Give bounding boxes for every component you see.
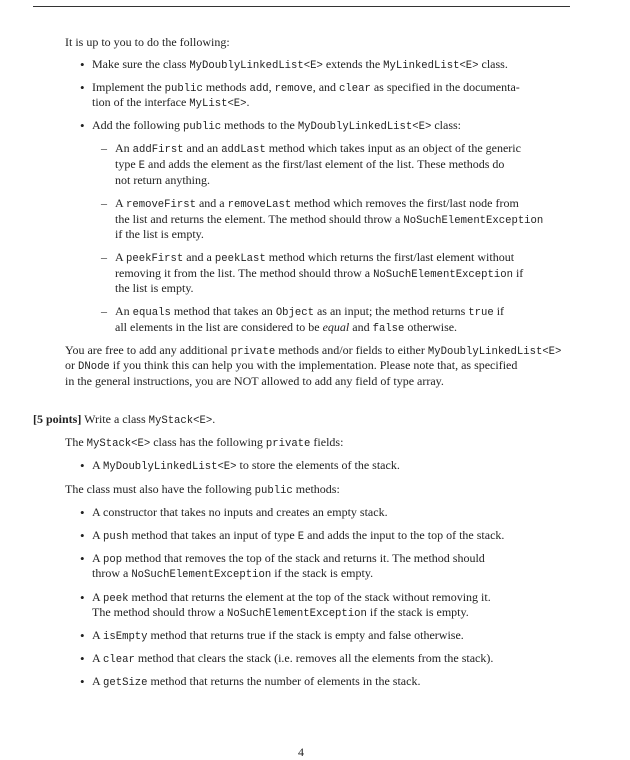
text-run: as specified in the documenta- <box>370 80 520 94</box>
sub-equals-2 <box>115 320 457 337</box>
text-run: not return anything. <box>115 173 210 187</box>
code-term: MyStack<E> <box>86 438 151 450</box>
text-run: the list and returns the element. The method should throw a <box>115 212 404 226</box>
method-constructor <box>92 505 388 520</box>
dash-mark: – <box>101 196 107 210</box>
text-run: A constructor that takes no inputs and creates an empty stack. <box>92 505 388 519</box>
text-run: The method should throw a <box>92 605 227 619</box>
code-term: MyLinkedList<E> <box>383 60 479 72</box>
code-term: private <box>230 346 276 358</box>
text-run: if <box>512 266 524 280</box>
text-run: A <box>92 628 104 642</box>
text-run: and an <box>183 141 222 155</box>
text-run: A <box>115 250 127 264</box>
text-run: method that clears the stack (i.e. removes all the elements from the stack). <box>134 651 494 665</box>
code-term: add <box>249 83 269 95</box>
code-term: NoSuchElementException <box>403 215 544 227</box>
text-run: the list is empty. <box>115 281 194 295</box>
text-run: method which returns the first/last element without <box>265 250 515 264</box>
text-run: to store the elements of the stack. <box>236 458 400 472</box>
sub-equals-1 <box>115 304 504 321</box>
bullet-mark: • <box>80 651 85 666</box>
code-term: Object <box>275 307 314 319</box>
text-run: A <box>92 590 104 604</box>
section-rest: Write a class <box>81 412 149 426</box>
bullet-mark: • <box>80 551 85 566</box>
text-run: The class must also have the following <box>65 482 255 496</box>
text-run: An <box>115 304 133 318</box>
text-run: and <box>349 320 373 334</box>
code-term: removeFirst <box>126 199 196 211</box>
code-term: public <box>254 485 293 497</box>
methods-intro <box>65 482 340 499</box>
text-run: methods and/or fields to either <box>275 343 428 357</box>
text-run: if the stack is empty. <box>271 566 374 580</box>
code-term: peekLast <box>214 253 266 265</box>
sub-removefirst-3 <box>115 227 204 242</box>
text-run: A <box>92 551 104 565</box>
sub-peekfirst-1 <box>115 250 514 267</box>
code-term: MyDoublyLinkedList<E> <box>189 60 323 72</box>
method-isempty <box>92 628 464 645</box>
bullet-mark: • <box>80 458 85 473</box>
text-run: if the list is empty. <box>115 227 204 241</box>
text-run: method that returns true if the stack is empty and false otherwise. <box>147 628 464 642</box>
text-run: and adds the element as the first/last element of the list. These methods do <box>145 157 505 171</box>
text-run: An <box>115 141 133 155</box>
bullet-mark: • <box>80 505 85 520</box>
text-run: or <box>65 358 78 372</box>
code-term: E <box>297 531 305 543</box>
dash-mark: – <box>101 250 107 264</box>
code-term: peekFirst <box>126 253 184 265</box>
text-run: and adds the input to the top of the stack. <box>304 528 505 542</box>
text-run: and a <box>195 196 228 210</box>
text-run: A <box>92 651 104 665</box>
sub-addfirst-1 <box>115 141 521 158</box>
text-run: as an input; the method returns <box>313 304 469 318</box>
code-term: push <box>103 531 129 543</box>
para-line-3 <box>65 374 444 389</box>
text-run: methods: <box>292 482 340 496</box>
method-getsize <box>92 674 420 691</box>
text-run: throw a <box>92 566 132 580</box>
code-term: NoSuchElementException <box>131 569 272 581</box>
code-term: remove <box>274 83 313 95</box>
code-term: clear <box>339 83 371 95</box>
bullet-mark: • <box>80 628 85 643</box>
code-term: equals <box>132 307 171 319</box>
bullet-implement-cont <box>92 95 250 112</box>
bullet-mark: • <box>80 118 85 133</box>
text-run: methods <box>202 80 250 94</box>
text-run: fields: <box>310 435 344 449</box>
code-term: NoSuchElementException <box>226 608 367 620</box>
text-run: A <box>92 458 104 472</box>
code-term: removeLast <box>227 199 292 211</box>
bullet-mark: • <box>80 590 85 605</box>
para-line-2 <box>65 358 517 375</box>
code-term: false <box>372 323 405 335</box>
text-run: Make sure the class <box>92 57 190 71</box>
section-end: . <box>212 412 216 426</box>
sub-addfirst-3 <box>115 173 210 188</box>
section-points: [5 points] <box>33 412 82 426</box>
sub-removefirst-1 <box>115 196 519 213</box>
text-run: A <box>92 528 104 542</box>
code-term: private <box>265 438 311 450</box>
text-run: method that returns the element at the top of the stack without removing it. <box>128 590 491 604</box>
text-run: method that returns the number of elements in the stack. <box>147 674 421 688</box>
text-run: Add the following <box>92 118 183 132</box>
text-run: all elements in the list are considered to be <box>115 320 323 334</box>
text-run: method which removes the first/last node from <box>291 196 519 210</box>
code-term: E <box>138 160 146 172</box>
text-run: removing it from the list. The method should throw a <box>115 266 374 280</box>
text-run: method that takes an <box>170 304 276 318</box>
code-term: pop <box>103 554 123 566</box>
section-heading <box>33 412 215 429</box>
code-term: addLast <box>221 144 266 156</box>
sub-addfirst-2 <box>115 157 504 174</box>
text-run: tion of the interface <box>92 95 190 109</box>
code-term: MyDoublyLinkedList<E> <box>103 461 237 473</box>
text-run: and a <box>183 250 215 264</box>
text-run: methods to the <box>221 118 298 132</box>
code-term: addFirst <box>132 144 184 156</box>
dash-mark: – <box>101 141 107 155</box>
text-run: Implement the <box>92 80 165 94</box>
bullet-mark: • <box>80 80 85 95</box>
text-run: You are free to add any additional <box>65 343 231 357</box>
code-term: public <box>183 121 222 133</box>
dash-mark: – <box>101 304 107 318</box>
text-run: class has the following <box>150 435 266 449</box>
code-term: isEmpty <box>103 631 148 643</box>
bullet-mark: • <box>80 57 85 72</box>
text-run: class. <box>478 57 508 71</box>
intro-text: It is up to you to do the following: <box>65 35 230 49</box>
method-pop-2 <box>92 566 373 583</box>
bullet-mark: • <box>80 528 85 543</box>
page-number: 4 <box>298 745 304 759</box>
text-run: class: <box>431 118 462 132</box>
text-run: if the stack is empty. <box>366 605 469 619</box>
code-term: MyDoublyLinkedList<E> <box>427 346 562 358</box>
text-run: equal <box>322 320 350 334</box>
top-rule <box>33 6 570 7</box>
text-run: . <box>246 95 250 109</box>
section-class: MyStack<E> <box>148 415 213 427</box>
field-item <box>92 458 400 475</box>
code-term: MyList<E> <box>189 98 247 110</box>
code-term: NoSuchElementException <box>373 269 513 281</box>
code-term: public <box>164 83 203 95</box>
fields-intro <box>65 435 343 452</box>
method-peek-2 <box>92 605 469 622</box>
method-push <box>92 528 504 545</box>
code-term: peek <box>103 593 129 605</box>
bullet-mark: • <box>80 674 85 689</box>
sub-peekfirst-3 <box>115 281 194 296</box>
code-term: DNode <box>78 361 110 373</box>
bullet-extends <box>92 57 508 74</box>
code-term: clear <box>103 654 135 666</box>
text-run: otherwise. <box>404 320 458 334</box>
text-run: method that takes an input of type <box>128 528 298 542</box>
code-term: MyDoublyLinkedList<E> <box>297 121 432 133</box>
text-run: , <box>268 80 275 94</box>
text-run: The <box>65 435 87 449</box>
text-run: extends the <box>322 57 384 71</box>
text-run: if you think this can help you with the implementation. Please note that, as specified <box>109 358 518 372</box>
method-clear <box>92 651 493 668</box>
code-term: getSize <box>103 677 148 689</box>
code-term: true <box>468 307 494 319</box>
text-run: if <box>493 304 505 318</box>
text-run: , and <box>312 80 340 94</box>
text-run: A <box>92 674 104 688</box>
text-run: type <box>115 157 139 171</box>
text-run: A <box>115 196 127 210</box>
text-run: in the general instructions, you are NOT allowed to add any field of type array. <box>65 374 444 388</box>
text-run: method which takes input as an object of the generic <box>265 141 521 155</box>
text-run: method that removes the top of the stack and returns it. The method should <box>122 551 485 565</box>
bullet-add-methods <box>92 118 461 135</box>
